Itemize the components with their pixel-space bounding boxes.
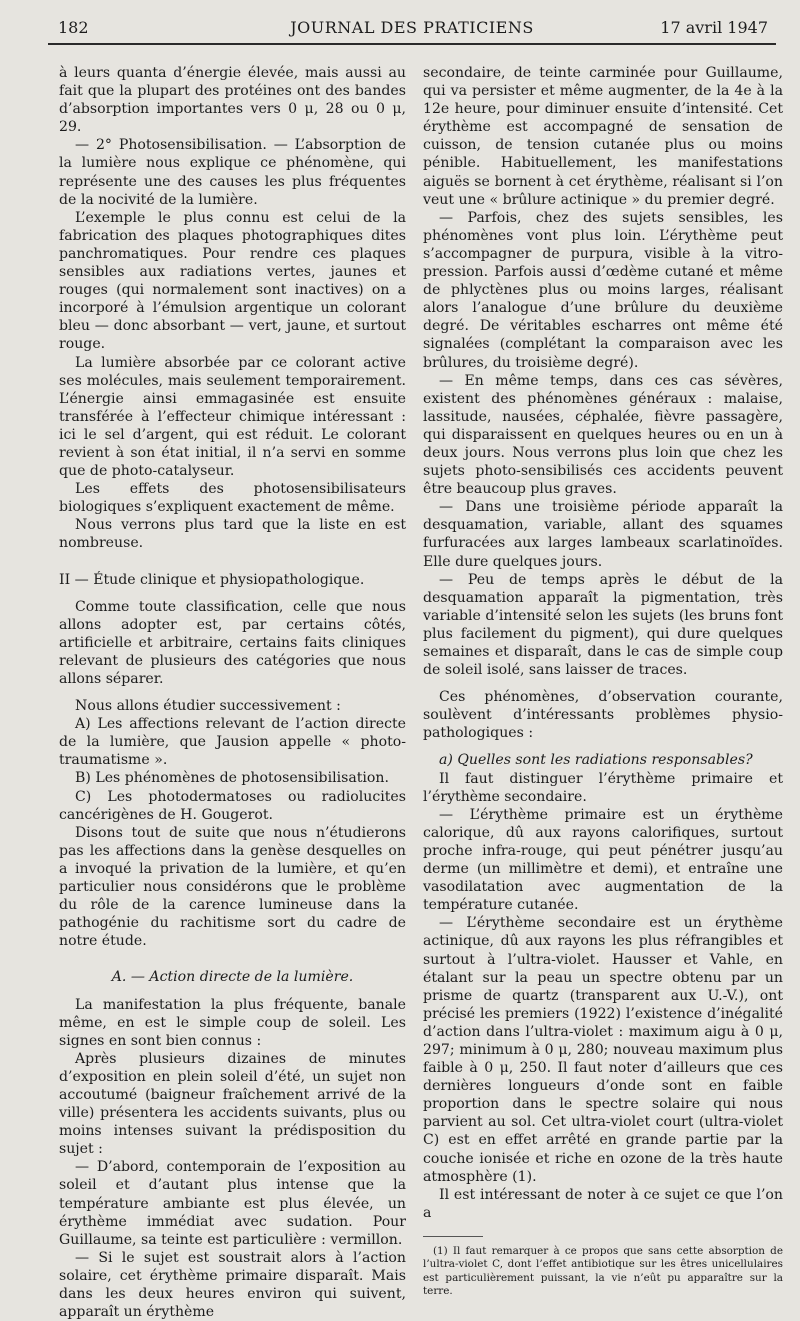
paragraph: — En même temps, dans ces cas sévères, existent des phénomènes généraux : malaise, lassitude, nausées, céphalée, fièvre passagère, qui disparaissent en quelques heures ou en un à deux jours. Nous verrons plus loin que chez les sujets photo-sensibilisés ces accidents peuvent être beaucoup plus graves. bbox=[423, 372, 783, 498]
paragraph: Disons tout de suite que nous n’étudierons pas les affections dans la genèse desquelles on a invoqué la privation de la lumière, et qu’en particulier nous considérons que le problème du rôle de la carence lumineuse dans la pathogénie du rachitisme sort du cadre de notre étude. bbox=[59, 824, 406, 950]
paragraph: L’exemple le plus connu est celui de la fabrication des plaques photographiques dites panchromatiques. Pour rendre ces plaques sensibles aux radiations vertes, jaunes et rouges (qui normalement sont inactives) on a incorporé à l’émulsion argentique un colorant bleu — donc absorbant — vert, jaune, et surtout rouge. bbox=[59, 209, 406, 353]
paragraph: — D’abord, contemporain de l’exposition au soleil et d’autant plus intense que la température ambiante est plus élevée, un érythème immédiat avec sudation. Pour Guillaume, sa teinte est particulière : vermillon. bbox=[59, 1159, 406, 1248]
paragraph: — Peu de temps après le début de la desquamation apparaît la pigmentation, très variable d’intensité selon les sujets (les bruns font plus facilement du pigment), qui dure quelques semaines et disparaît, dans le cas de simple coup de soleil isolé, sans laisser de traces. bbox=[423, 571, 783, 679]
footnote: (1) Il faut remarquer à ce propos que sans cette absorption de l’ultra-violet C, dont l’effet antibiotique sur les êtres unicellulaires est particulièrement puissant, la vie n’eût pu apparaître sur la terre. bbox=[423, 1244, 783, 1297]
journal-title: JOURNAL DES PRATICIENS bbox=[290, 18, 534, 37]
paragraph: La lumière absorbée par ce colorant active ses molécules, mais seulement temporairement. L’énergie ainsi emmagasinée est ensuite transférée à l’effecteur chimique intéressant : ici le sel d’argent, qui est réduit. Le colorant revient à son état initial, il n’a servi en somme que de photo-catalyseur. bbox=[59, 354, 406, 480]
list-item: A) Les affections relevant de l’action directe de la lumière, que Jausion appelle « photo-traumatisme ». bbox=[59, 716, 406, 769]
paragraph: Il faut distinguer l’érythème primaire et l’érythème secondaire. bbox=[423, 770, 783, 805]
paragraph: — Si le sujet est soustrait alors à l’action solaire, cet érythème primaire disparaît. Mais dans les deux heures environ qui suivent, apparaît un érythème bbox=[59, 1249, 406, 1321]
paragraph: Comme toute classification, celle que nous allons adopter est, par certains côtés, artificielle et arbitraire, certains faits cliniques relevant de plusieurs des catégories que nous allons séparer. bbox=[59, 598, 406, 687]
paragraph: secondaire, de teinte carminée pour Guillaume, qui va persister et même augmenter, de la 4e à la 12e heure, pour diminuer ensuite d’intensité. Cet érythème est accompagné de sensation de cuisson, de tension cutanée plus ou moins pénible. Habituellement, les manifestations aiguës se bornent à cet érythème, réalisant si l’on veut une « brûlure actinique » du premier degré. bbox=[423, 65, 783, 208]
paragraph: — L’érythème secondaire est un érythème actinique, dû aux rayons les plus réfrangibles et surtout à l’ultra-violet. Hausser et Vahle, en étalant sur la peau un spectre obtenu par un prisme de quartz (transparent aux U.-V.), ont précisé les premiers (1922) l’existence d’inégalité d’action dans l’ultra-violet : maximum aigu à 0 μ, 297; minimum à 0 μ, 280; nouveau maximum plus faible à 0 μ, 250. Il faut noter d’ailleurs que ces dernières longueurs d’onde sont en faible proportion dans le spectre solaire qui nous parvient au sol. Cet ultra-violet court (ultra-violet C) est en effet arrêté en grande partie par la couche ionisée et riche en ozone de la très haute atmosphère (1). bbox=[423, 915, 783, 1185]
page-number: 182 bbox=[58, 18, 89, 37]
section-heading: II — Étude clinique et physiopathologique. bbox=[59, 571, 365, 588]
left-column bbox=[59, 64, 406, 1321]
paragraph: à leurs quanta d’énergie élevée, mais aussi au fait que la plupart des protéines ont des bandes d’absorption importantes vers 0 μ, 28 ou 0 μ, 29. bbox=[59, 65, 406, 136]
subsection-heading: A. — Action directe de la lumière. bbox=[111, 969, 354, 986]
right-column bbox=[423, 64, 783, 1297]
issue-date: 17 avril 1947 bbox=[660, 18, 768, 37]
list-item: B) Les phénomènes de photosensibilisation. bbox=[75, 770, 389, 787]
paragraph: La manifestation la plus fréquente, banale même, en est le simple coup de soleil. Les signes en sont bien connus : bbox=[59, 996, 406, 1049]
paragraph: Après plusieurs dizaines de minutes d’exposition en plein soleil d’été, un sujet non accoutumé (baigneur fraîchement arrivé de la ville) présentera les accidents suivants, plus ou moins intenses suivant la prédisposition du sujet : bbox=[59, 1050, 406, 1158]
paragraph: Les effets des photosensibilisateurs biologiques s’expliquent exactement de même. bbox=[59, 481, 406, 516]
paragraph: Ces phénomènes, d’observation courante, soulèvent d’intéressants problèmes physio-pathologiques : bbox=[423, 689, 783, 742]
running-header bbox=[48, 17, 776, 45]
paragraph: Nous allons étudier successivement : bbox=[75, 698, 341, 715]
paragraph: — 2° Photosensibilisation. — L’absorption de la lumière nous explique ce phénomène, qui représente une des causes les plus fréquentes de la nocivité de la lumière. bbox=[59, 137, 406, 208]
paragraph: Il est intéressant de noter à ce sujet ce que l’on a bbox=[423, 1186, 783, 1221]
list-item: C) Les photodermatoses ou radiolucites cancérigènes de H. Gougerot. bbox=[59, 788, 406, 823]
footnote-divider bbox=[423, 1236, 483, 1237]
paragraph: — Dans une troisième période apparaît la desquamation, variable, allant des squames furfuracées aux larges lambeaux scarlatinoïdes. Elle dure quelques jours. bbox=[423, 499, 783, 570]
question-heading: a) Quelles sont les radiations responsables? bbox=[439, 752, 753, 769]
paragraph: — Parfois, chez des sujets sensibles, les phénomènes vont plus loin. L’érythème peut s’accompagner de purpura, visible à la vitro-pression. Parfois aussi d’œdème cutané et même de phlyctènes plus ou moins larges, réalisant alors l’analogue d’une brûlure du deuxième degré. De véritables escharres ont même été signalées (complétant la comparaison avec les brûlures, du troisième degré). bbox=[423, 209, 783, 371]
paragraph: — L’érythème primaire est un érythème calorique, dû aux rayons calorifiques, surtout proche infra-rouge, qui peut pénétrer jusqu’au derme (un millimètre et demi), et entraîne une vasodilatation avec augmentation de la température cutanée. bbox=[423, 806, 783, 914]
paragraph: Nous verrons plus tard que la liste en est nombreuse. bbox=[59, 517, 406, 552]
